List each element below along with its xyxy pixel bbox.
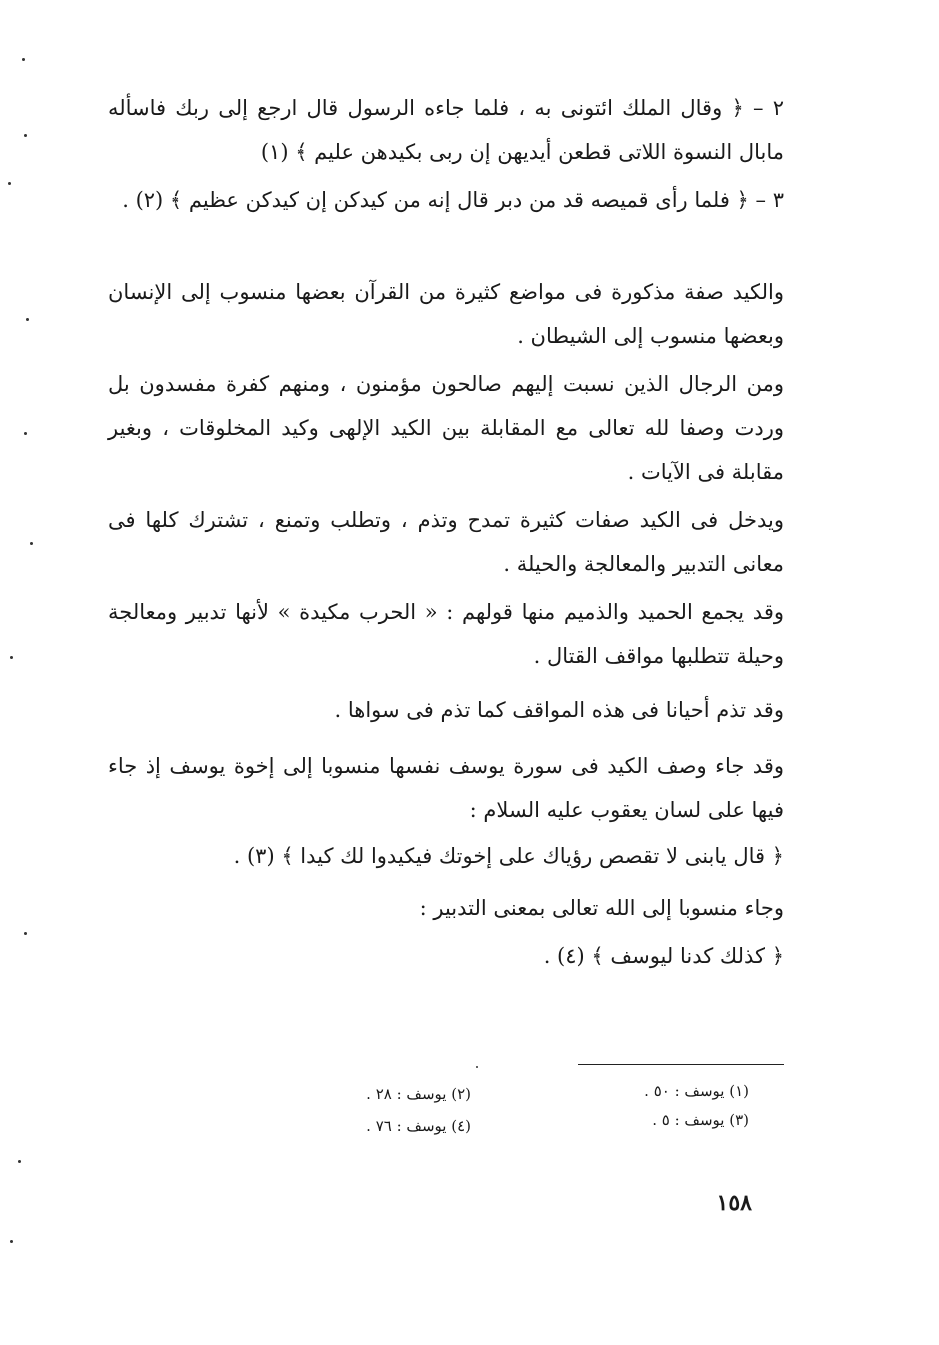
paragraph-men-attributed: ومن الرجال الذين نسبت إليهم صالحون مؤمنون ، ومنهم كفرة مفسدون بل وردت وصفا لله تعالى مع المقابلة بين الكيد الإلهى وكيد المخلوقات ، وبغير مقابلة فى الآيات . <box>108 372 784 484</box>
paragraph-verse-2: ٢ – ﴿ وقال الملك ائتونى به ، فلما جاءه الرسول قال ارجع إلى ربك فاسأله مابال النسوة اللاتى قطعن أيديهن إن ربى بكيدهن عليم ﴾ (١) <box>108 96 784 164</box>
scan-speck <box>10 1240 13 1243</box>
scan-speck <box>24 134 27 137</box>
paragraph-kayd-description: والكيد صفة مذكورة فى مواضع كثيرة من القرآن بعضها منسوب إلى الإنسان وبعضها منسوب إلى الشيطان . <box>108 280 784 348</box>
footnote-3: (٣) يوسف : ٥ . <box>652 1111 749 1129</box>
footnote-4: (٤) يوسف : ٧٦ . <box>366 1117 471 1135</box>
paragraph-war-deception: وقد يجمع الحميد والذميم منها قولهم : « الحرب مكيدة » لأنها تدبير ومعالجة وحيلة تتطلبها مواقف القتال . <box>108 600 785 668</box>
quote-yaqub: ﴿ قال يابنى لا تقصص رؤياك على إخوتك فيكيدوا لك كيدا ﴾ (٣) . <box>233 844 784 868</box>
scan-speck <box>26 318 29 321</box>
scan-speck <box>22 58 25 61</box>
scan-speck <box>476 1066 478 1068</box>
scan-speck <box>30 542 33 545</box>
scan-speck <box>18 1160 21 1163</box>
quote-kadna-li-yusuf: ﴿ كذلك كدنا ليوسف ﴾ (٤) . <box>543 944 784 968</box>
footnote-divider <box>578 1064 784 1065</box>
scan-speck <box>24 432 27 435</box>
paragraph-verse-3: ٣ – ﴿ فلما رأى قميصه قد من دبر قال إنه من كيدكن إن كيدكن عظيم ﴾ (٢) . <box>122 188 784 212</box>
paragraph-surah-yusuf: وقد جاء وصف الكيد فى سورة يوسف نفسها منسوبا إلى إخوة يوسف إذ جاء فيها على لسان يعقوب عليه السلام : <box>108 754 784 822</box>
scan-speck <box>8 182 11 185</box>
paragraph-blamed-sometimes: وقد تذم أحيانا فى هذه المواقف كما تذم فى سواها . <box>334 698 784 722</box>
footnote-1: (١) يوسف : ٥٠ . <box>644 1082 749 1100</box>
footnote-2: (٢) يوسف : ٢٨ . <box>366 1085 471 1103</box>
paragraph-included-attributes: ويدخل فى الكيد صفات كثيرة تمدح وتذم ، وتطلب وتمنع ، تشترك كلها فى معانى التدبير والمعالجة والحيلة . <box>108 508 784 576</box>
paragraph-attributed-to-god: وجاء منسوبا إلى الله تعالى بمعنى التدبير : <box>419 896 784 920</box>
page-number: ١٥٨ <box>716 1190 752 1216</box>
scan-speck <box>24 932 27 935</box>
scan-speck <box>10 656 13 659</box>
